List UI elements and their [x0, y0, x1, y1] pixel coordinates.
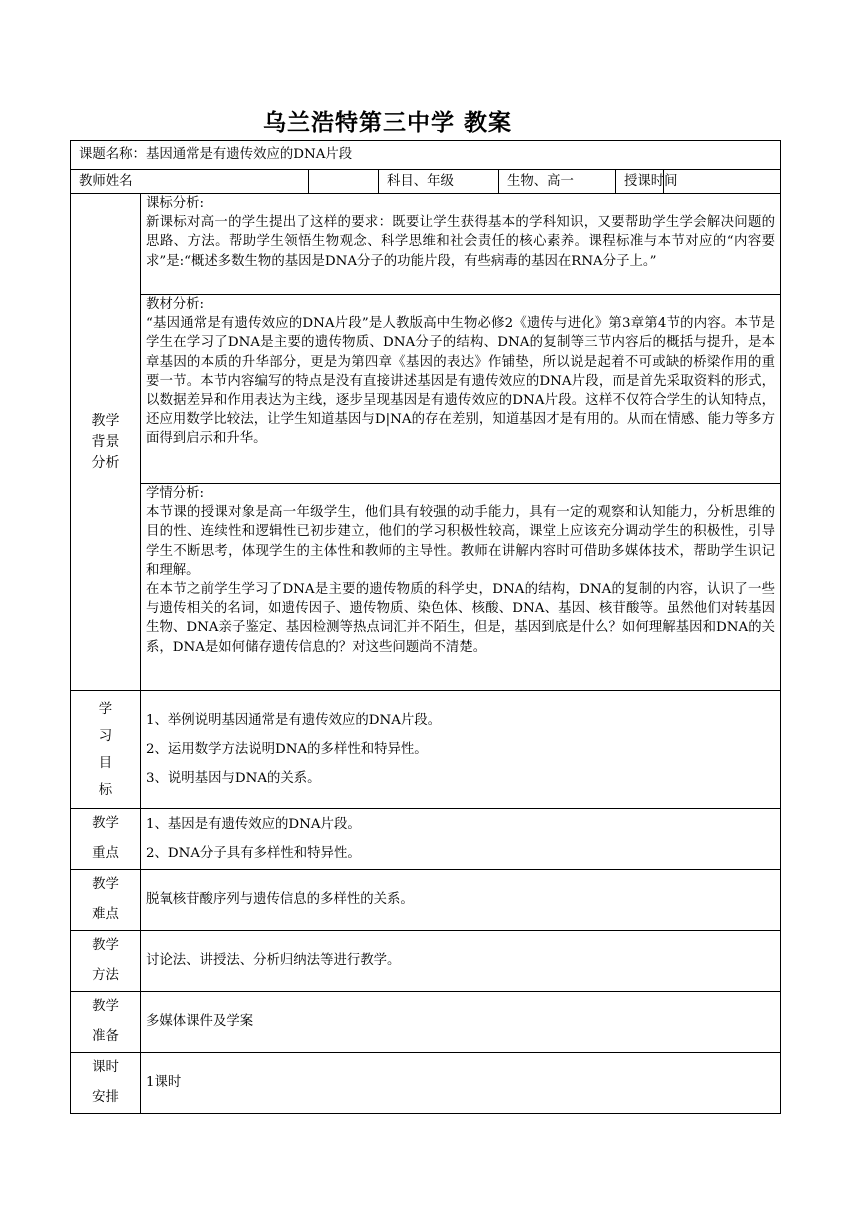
difficulties-cell: 脱氧核苷酸序列与遗传信息的多样性的关系。 [141, 870, 781, 931]
preparation-cell: 多媒体课件及学案 [141, 992, 781, 1053]
teacher-name-value [309, 170, 379, 194]
key-points-cell [141, 809, 781, 870]
lesson-time-label-text: 授课时间 [624, 173, 678, 189]
goal-item: 2、运用数学方法说明DNA的多样性和特异性。 [146, 742, 428, 757]
difficulties-label [71, 870, 141, 931]
goals-label-char-3: 目 [98, 755, 113, 771]
goals-label [71, 691, 141, 809]
curriculum-analysis-title: 课标分析: [146, 196, 205, 211]
lesson-plan-table [70, 140, 781, 1114]
curriculum-analysis-cell [141, 194, 781, 295]
methods-label [71, 931, 141, 992]
preparation-label [71, 992, 141, 1053]
page-title: 乌兰浩特第三中学 教案 [262, 110, 512, 136]
goals-label-char-2: 习 [98, 728, 113, 744]
methods-cell: 讨论法、讲授法、分析归纳法等进行教学。 [141, 931, 781, 992]
difficulties-label-line-2: 难点 [92, 907, 119, 922]
student-analysis-title: 学情分析: [146, 486, 205, 501]
textbook-analysis-text: “基因通常是有遗传效应的DNA片段”是人教版高中生物必修2《遗传与进化》第3章第4节的内容。本节是学生在学习了DNA是主要的遗传物质、DNA分子的结构、DNA的复制等三节内容后的概括与提升，是本章基因的本质的升华部分，更是为第四章《基因的表达》作铺垫，所以说是起着不可或缺的桥梁作用的重要一节。本节内容编写的特点是没有直接讲述基因是有遗传效应的DNA片段，而是首先采取资料的形式，以数据差异和作用表达为主线，逐步呈现基因是有遗传效应的DNA片段。这样不仅符合学生的认知特点，还应用数学比较法，让学生知道基因与D|NA的存在差别，知道基因才是有用的。从而在情感、能力等多方面得到启示和升华。 [146, 316, 776, 447]
preparation-label-line-1: 教学 [92, 999, 119, 1014]
methods-label-line-1: 教学 [92, 938, 119, 953]
goals-label-char-1: 学 [98, 701, 113, 717]
schedule-label [71, 1053, 141, 1114]
background-label-line-3: 分析 [91, 454, 120, 471]
difficulties-label-line-1: 教学 [92, 877, 119, 892]
schedule-cell: 1课时 [141, 1053, 781, 1114]
goals-cell [141, 691, 781, 809]
methods-label-line-2: 方法 [92, 968, 119, 983]
lesson-time-label [616, 170, 678, 194]
key-points-label [71, 809, 141, 870]
student-analysis-text-2: 在本节之前学生学习了DNA是主要的遗传物质的科学史，DNA的结构，DNA的复制的内容，认识了一些与遗传相关的名词，如遗传因子、遗传物质、染色体、核酸、DNA、基因、核苷酸等。虽然他们对转基因生物、DNA亲子鉴定、基因检测等热点词汇并不陌生，但是，基因到底是什么？如何理解基因和DNA的关系，DNA是如何储存遗传信息的？对这些问题尚不清楚。 [146, 582, 776, 655]
goals-label-char-4: 标 [98, 782, 113, 798]
key-points-label-line-2: 重点 [92, 846, 119, 861]
lesson-time-value [664, 170, 781, 194]
background-label-line-2: 背景 [91, 433, 120, 450]
student-analysis-cell [141, 484, 781, 691]
key-points-label-line-1: 教学 [92, 816, 119, 831]
goal-item: 3、说明基因与DNA的关系。 [146, 771, 321, 786]
background-label [71, 194, 141, 691]
preparation-label-line-2: 准备 [92, 1029, 119, 1044]
textbook-analysis-title: 教材分析: [146, 297, 205, 312]
schedule-label-line-1: 课时 [92, 1060, 119, 1075]
key-point-item: 1、基因是有遗传效应的DNA片段。 [146, 817, 361, 832]
teacher-name-label: 教师姓名 [71, 170, 309, 194]
student-analysis-text-1: 本节课的授课对象是高一年级学生，他们具有较强的动手能力，具有一定的观察和认知能力，分析思维的目的性、连续性和逻辑性已初步建立，他们的学习积极性较高，课堂上应该充分调动学生的积极性，引导学生不断思考，体现学生的主体性和教师的主导性。教师在讲解内容时可借助多媒体技术，帮助学生识记和理解。 [146, 505, 776, 578]
goal-item: 1、举例说明基因通常是有遗传效应的DNA片段。 [146, 713, 442, 728]
course-name-cell [71, 141, 781, 170]
textbook-analysis-cell [141, 295, 781, 484]
key-point-item: 2、DNA分子具有多样性和特异性。 [146, 846, 361, 861]
background-label-line-1: 教学 [91, 412, 120, 429]
curriculum-analysis-text: 新课标对高一的学生提出了这样的要求：既要让学生获得基本的学科知识，又要帮助学生学会解决问题的思路、方法。帮助学生领悟生物观念、科学思维和社会责任的核心素养。课程标准与本节对应的“内容要求”是:“概述多数生物的基因是DNA分子的功能片段，有些病毒的基因在RNA分子上。” [146, 215, 776, 269]
course-name: 课题名称：基因通常是有遗传效应的DNA片段 [79, 147, 353, 163]
subject-grade-label: 科目、年级 [379, 170, 499, 194]
subject-grade-value: 生物、高一 [499, 170, 616, 194]
schedule-label-line-2: 安排 [92, 1090, 119, 1105]
